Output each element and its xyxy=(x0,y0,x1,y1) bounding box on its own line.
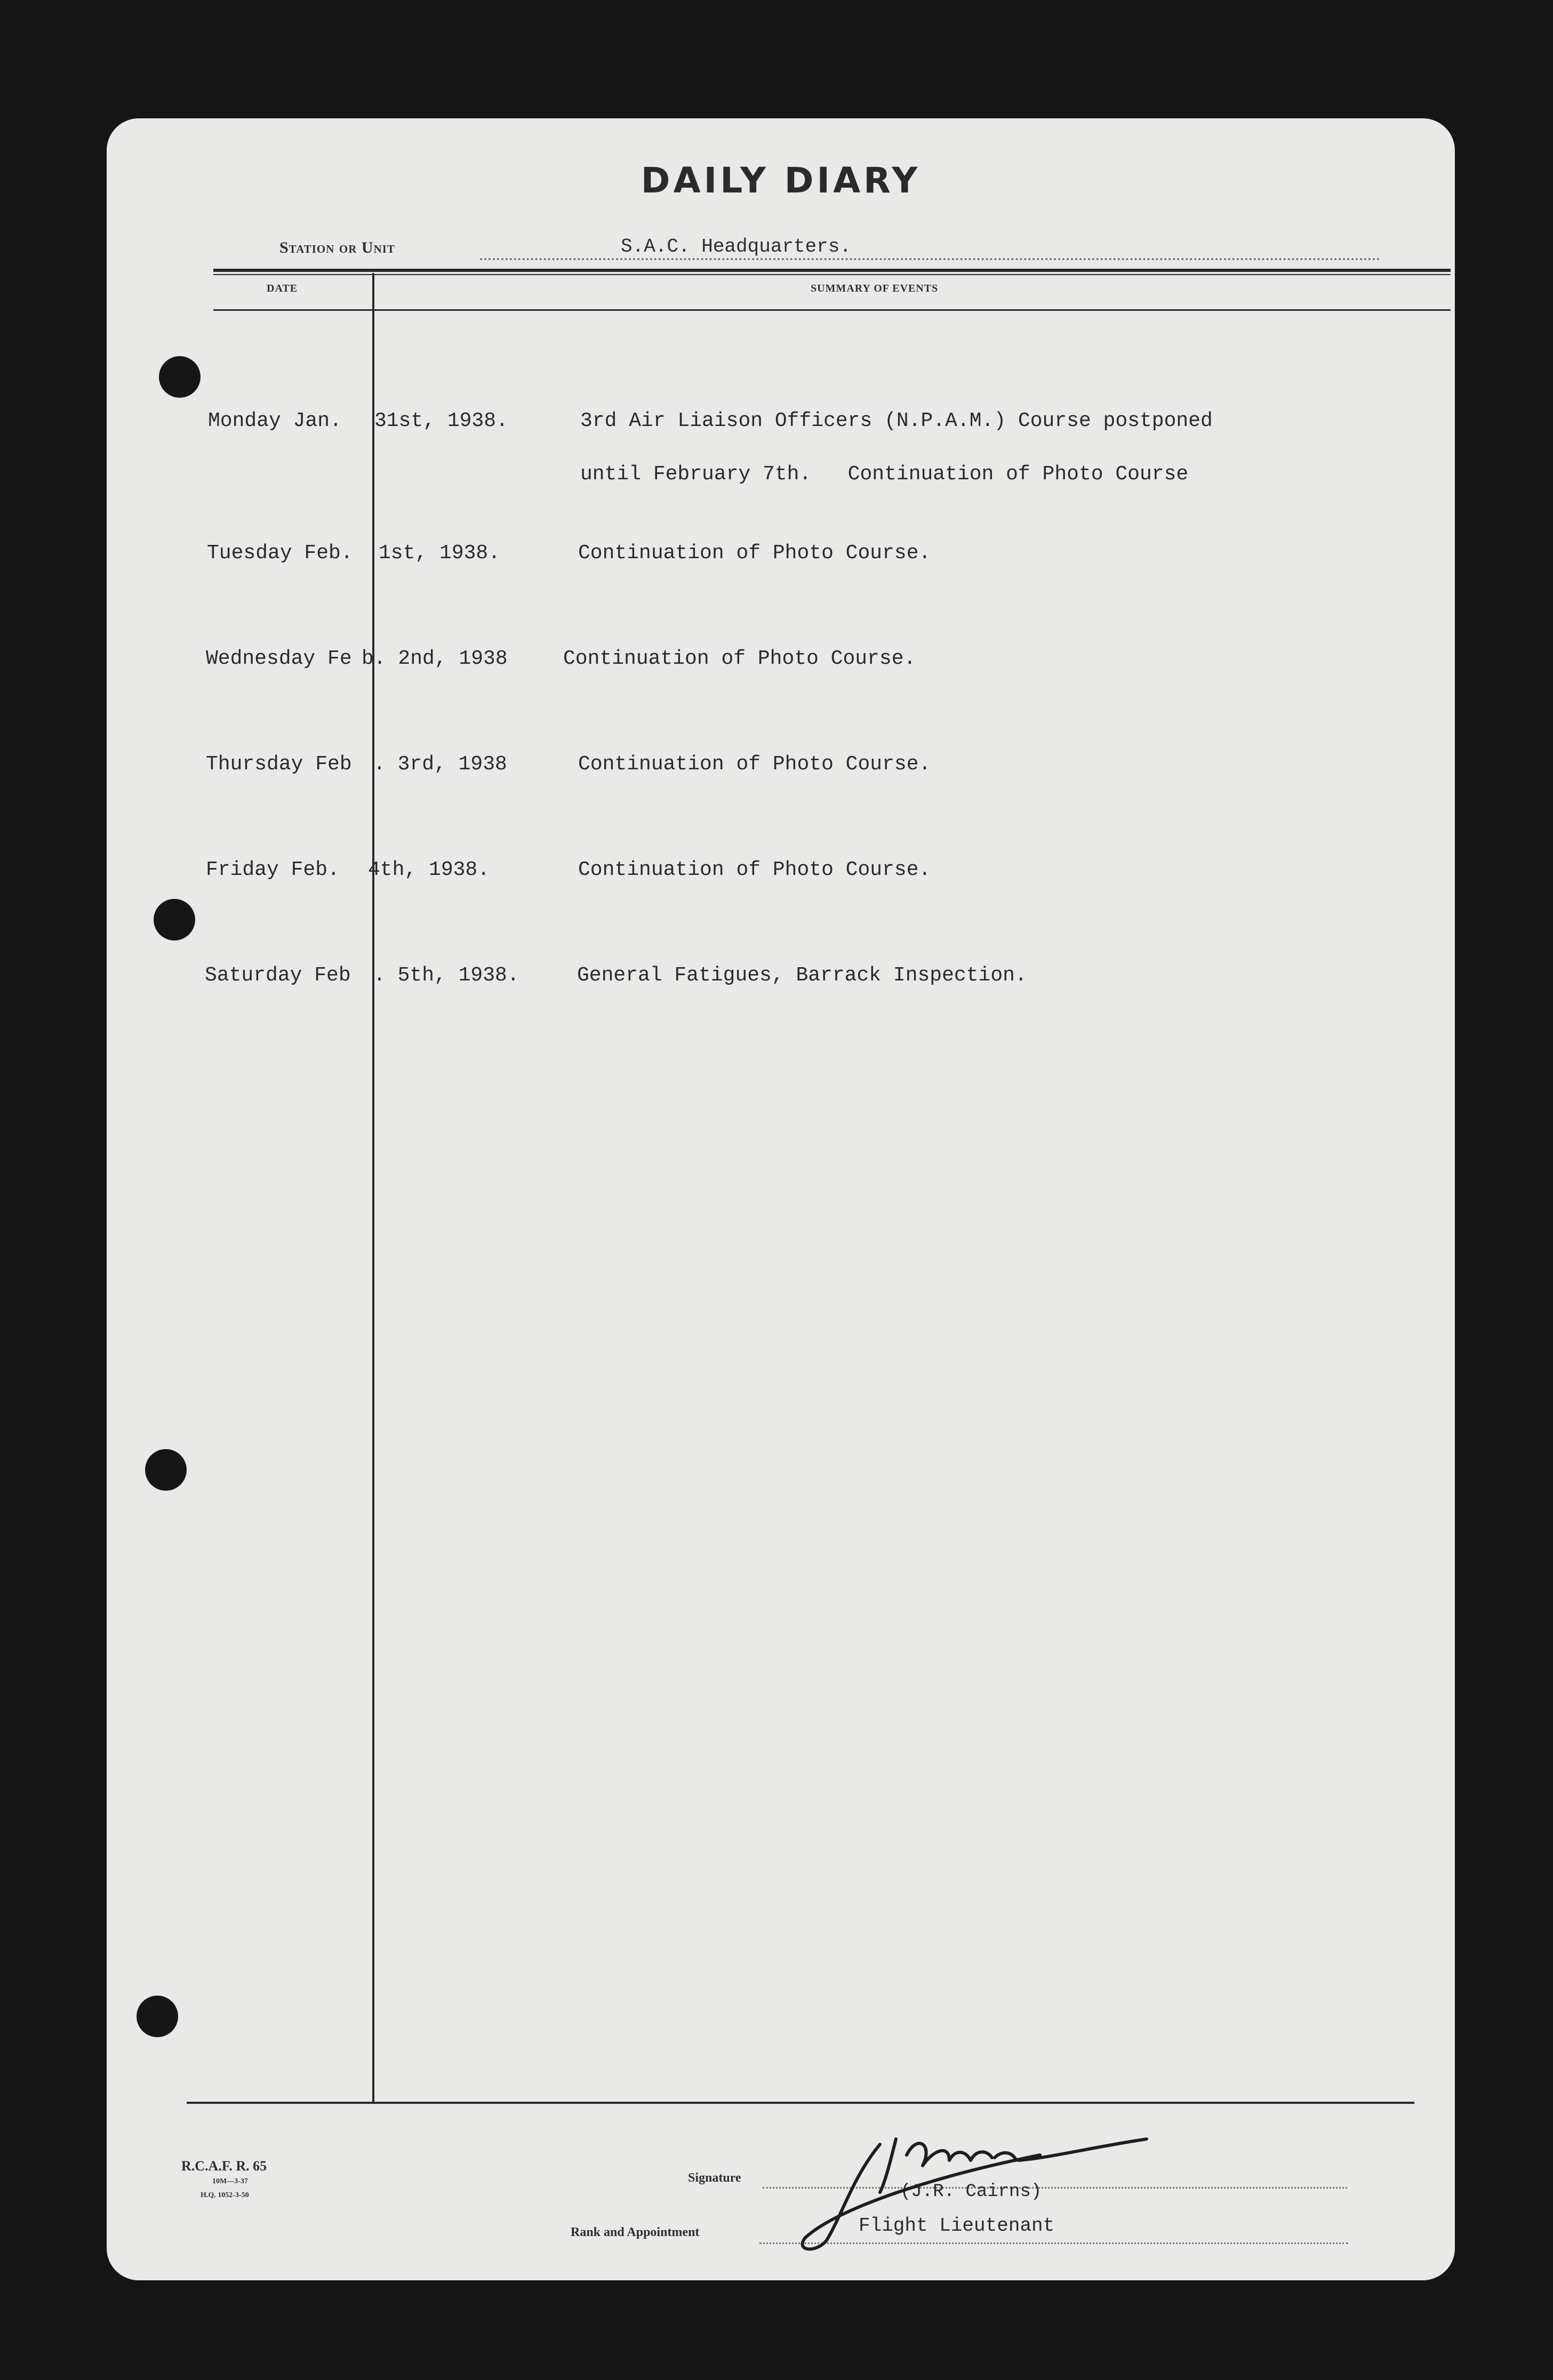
entry-date: b. 2nd, 1938 xyxy=(362,647,508,670)
station-dotted-line xyxy=(480,258,1380,260)
summary-column-header: SUMMARY OF EVENTS xyxy=(811,283,939,294)
punch-hole xyxy=(159,356,201,398)
form-code: R.C.A.F. R. 65 xyxy=(181,2158,267,2174)
diary-sheet xyxy=(107,118,1455,2280)
entry-date: 1st, 1938. xyxy=(379,542,501,565)
column-header-rule xyxy=(213,309,1451,311)
entry-summary-line: 3rd Air Liaison Officers (N.P.A.M.) Course postponed xyxy=(580,409,1213,432)
header-rule-sub xyxy=(213,274,1451,275)
entry-day: Tuesday Feb. xyxy=(207,542,353,565)
entry-date: . 3rd, 1938 xyxy=(373,753,507,776)
entry-day: Friday Feb. xyxy=(206,858,340,881)
form-title: DAILY DIARY xyxy=(641,160,921,201)
handwritten-signature xyxy=(773,2118,1360,2256)
rank-label: Rank and Appointment xyxy=(571,2225,700,2239)
date-column-header: DATE xyxy=(267,283,298,294)
entry-summary-line: Continuation of Photo Course. xyxy=(578,542,931,565)
entry-summary-line: until February 7th. Continuation of Photo Course xyxy=(580,463,1189,486)
punch-hole xyxy=(154,899,195,940)
punch-hole xyxy=(137,1996,178,2037)
date-column-divider xyxy=(372,273,374,2103)
signatory-name: (J.R. Cairns) xyxy=(900,2182,1042,2202)
rank-value: Flight Lieutenant xyxy=(859,2215,1055,2237)
form-code-line2: 10M—3-37 xyxy=(212,2177,248,2185)
entry-date: 4th, 1938. xyxy=(368,858,490,881)
header-rule-top xyxy=(213,269,1451,272)
entry-summary-line: Continuation of Photo Course. xyxy=(578,858,931,881)
form-code-line3: H.Q. 1052-3-50 xyxy=(201,2191,249,2199)
entry-day: Saturday Feb xyxy=(205,964,351,987)
entry-date: 31st, 1938. xyxy=(374,409,508,432)
entry-day: Wednesday Fe xyxy=(206,647,352,670)
punch-hole xyxy=(145,1449,187,1491)
entry-summary-line: Continuation of Photo Course. xyxy=(563,647,916,670)
signature-label: Signature xyxy=(688,2171,741,2185)
entry-day: Monday Jan. xyxy=(208,409,342,432)
entry-date: . 5th, 1938. xyxy=(373,964,519,987)
entry-summary-line: General Fatigues, Barrack Inspection. xyxy=(577,964,1027,987)
station-label: Station or Unit xyxy=(279,239,395,256)
footer-rule xyxy=(187,2102,1414,2104)
entry-day: Thursday Feb xyxy=(206,753,352,776)
station-value: S.A.C. Headquarters. xyxy=(621,236,852,258)
entry-summary-line: Continuation of Photo Course. xyxy=(578,753,931,776)
